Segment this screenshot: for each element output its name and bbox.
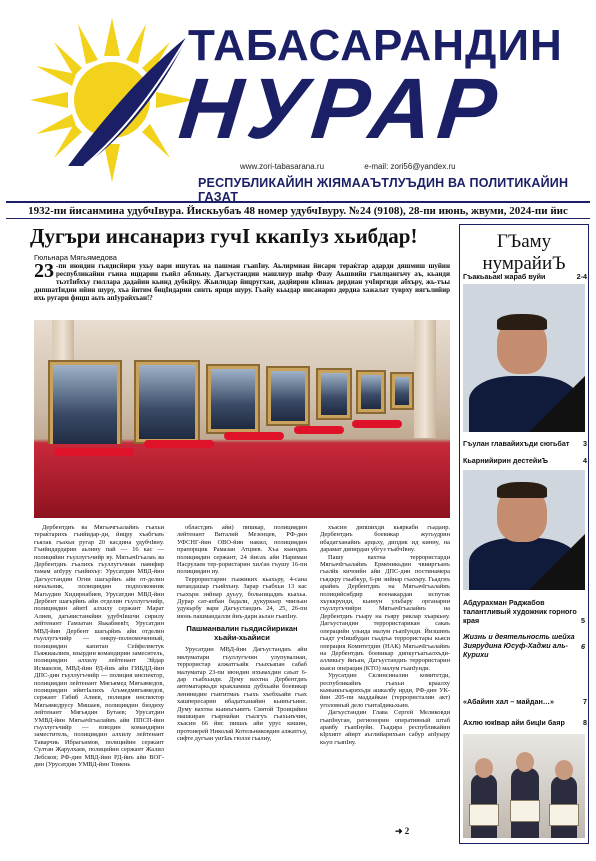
sidebar-item-page: 3 xyxy=(583,439,587,448)
portrait-frame xyxy=(316,368,352,420)
sidebar-item-page: 8 xyxy=(583,718,587,727)
portrait-frame xyxy=(134,360,200,444)
portrait-frame xyxy=(390,372,414,410)
sidebar-item-label: Жизнь и деятельность шейха Зиярудина Юсуф-Хаджи аль-Курихи xyxy=(463,632,575,659)
paragraph: Дагъустандин Глава Сергей Меликовди гъапIнуган, регионорин оперативный штаб аравбу гъапIнуйи. Гьадира республикайин кIрхипт айирт аъглийарихъан сабур апIуыру кьуп гъапIну. xyxy=(320,709,450,746)
sidebar-item-label: «Абайин хал – майдан…» xyxy=(463,697,554,706)
paragraph: Урусатдин МВД-йин Дагъустандиъ айи мялуматари гъуллугъчин улупувалиан, террористар алжатгьайк гъыхъапан сабаб малуматар 23-пи июндин ихъвахдин саъат 6-дар гъабхьиди. Думу вахтна Дербентдиъ автоматаркьди кракламиш дубхьайи боевикар ленинидин гъигитмаъ гъахъ хъебхьайи гъах хашпересарин ибадатханайин кьинъгъине. Думу вахтна кьинъгъинтъ Святой Троицийин машкиран гъарнайан гъалгуъ гъахьиъчин, хъасин 66 йис пишаъ айи урус кишин, протоиерей Николай Котельниковдин алжатгьу, сифте дугъан уигIаъ гюлле гьалиу, xyxy=(177,646,307,743)
portrait-frame xyxy=(206,364,260,434)
sidebar-item-page: 4 xyxy=(583,456,587,465)
article-column-3 xyxy=(320,524,450,746)
article-column-2 xyxy=(177,524,307,743)
sidebar-item-page: 5 xyxy=(581,616,585,625)
lead-dropcap: 23 xyxy=(34,260,54,282)
paragraph: хъасин дипшихди кьяркаби гьаданр. Дербентдиъ боевикар жугьудрин ибадатханайиъ арцьху, дипдик ид кинну, на дарамат дипирдан убгуз тъабчIвну. xyxy=(320,524,450,554)
sidebar-title: ГЪаму нумрайиЪ xyxy=(482,231,566,274)
email-link[interactable]: e-mail: zori56@yandex.ru xyxy=(364,162,456,171)
article-column-1 xyxy=(34,524,164,768)
curtain xyxy=(414,320,436,438)
portrait-frame xyxy=(266,366,310,426)
sidebar-item-page: 6 xyxy=(581,642,585,651)
sidebar-item-label: Абдурахман Раджабов талантливый художник горного края xyxy=(463,598,577,625)
article-headline: Дугъри инсанариз гучI ккапIуз хьибдар! xyxy=(30,224,418,248)
memorial-photo xyxy=(34,320,450,518)
sidebar-item-label: Гъулан главайихъди сюгьбат xyxy=(463,439,570,448)
paper-subtitle: РЕСПУБЛИКАЙИН ЖӀЯМААЪТЛУЪДИН ВА ПОЛИТИКАЙИН ГАЗАТ xyxy=(198,176,569,204)
lead-text: -пи июндин гьядисйирн ухьу вари ишутаъ на пашман гъапIну. Аьлирмиан йисарн тераќтар адарди дяшмиш шуйин республикайин гъина иццарин гьяйл аблиьну. Дагъустандин машлиур шаhр Фазу Аьшвийн гъилцангьчу аъ, кьанди тьэтIибхъу гюллара дадайин кьинд дубкйру. Жьилидар йицругхан, дадйирин кIинаъ дердиан учIиргиди абхъру, жь-тъы дипшатIидин ийин шуру, хъа йитим бицIидарин синть ярщи шуру. Гьайу кьыдар инсанариз дердна хажалат туврху иягълийир ихь ругари фицш аьть апIурайхъан!? xyxy=(34,262,450,302)
carnations xyxy=(54,448,134,456)
sun-feather-logo-icon xyxy=(28,16,196,184)
carnations xyxy=(144,440,214,448)
portrait-frame xyxy=(356,370,386,414)
sidebar-item[interactable] xyxy=(463,598,585,625)
continued-on-page[interactable]: ➜ 2 xyxy=(395,826,410,836)
carnations xyxy=(294,426,344,434)
website-link[interactable]: www.zori-tabasarana.ru xyxy=(240,162,325,171)
kids-award-photo xyxy=(463,734,585,838)
sidebar-item[interactable] xyxy=(463,456,587,465)
officer-portrait-1 xyxy=(463,284,585,432)
article-author: Гюльнара Мягьямедова xyxy=(34,253,117,262)
sidebar-item-page: 7 xyxy=(583,697,587,706)
paragraph: Пашу вахтна террористарди МягьачIгъалайиъ Ерменикьдин чвииргъанъ гъалйк кичоийн айи ДПС-дин постинамера гьядкру гъыбкур, 6-ри зийнар гъахъру. Гьадгиъ арайиъ Дербентдиъ на МягьачIгъалайиъ полицийсибдир военакардан испутак хъуккрунди, кьинун ульбару органарни гъуллугъчийри МягьачIгъалайиъ на Дербентдиъ гъыру на гьяру ряклар хъаркьну. Дагъустандин террористарикан сакаъ операцийн ульида малум гъапIунди. Йизшинъ гьадт учIишбудан гьадгьа террористары кьяси операция Комитетдин (НАК) МягьачIгъалайиъ на Дербентдиъ боевикар дипкугъагьалхъди-алликьгу йиъан, Дагъустандиъ террористарин кьяси операция (КТО) малум гъапIунди. xyxy=(320,553,450,672)
paper-title-top: ТАБАСАРАНДИН xyxy=(188,21,563,70)
article-lead xyxy=(34,262,450,302)
sidebar-item[interactable] xyxy=(463,718,587,727)
mourning-ribbon-icon xyxy=(529,534,585,590)
section-heading: Пашманвалин гьядисйирикан хьайи-хьайиси xyxy=(186,624,298,643)
sidebar-item-label: Кьарнийирин дестейиЪ xyxy=(463,456,549,465)
sidebar-item-page: 2-4 xyxy=(576,272,587,281)
sidebar-item[interactable] xyxy=(463,697,587,706)
sidebar-item-label: Ахлю юкIвар айи бицIи баяр xyxy=(463,718,565,727)
paragraph: Урусатдин Склинсиналин комитетди, республикайиъ гъахьи краалху кьмьикъгьарихъди ашкалбу ирди, РФ-дин УК-йин 205-пи маддайкан (террористалин акт) уголовный дело гъитаIдикьхьин. xyxy=(320,672,450,709)
paper-title-main: НУРАР xyxy=(174,61,507,157)
paragraph: Дербентдиъ ва Мягьачгъалайиъ гъахьи тераќтарихъ гъийидар-ди, йицру хъабгъиъ гьялак гъахьи ругар 20 касдина удубчIвну. Гъийидардарин аьлину пай — 16 кас — полицийин гъуллугъчийр ву. МягьачIгъалаъ ва Дербентдиъ гъалихъ гъуллугъчиан паянфир тамам апIуру гъийихъу: Урусатдин МВД-йин Дагъустандин Огни шагьрйиъ айи от-делин начальник, полициядин подполковник Магьудин Хидирнабиев, Урусатдин МВД-йин Дербент шагьрйиъ айи отделин гъуллугъчийр, полициядин айитI алхилу сержант Марат Алиев, дагьвистанкйин удубчIвшчи сирилу лейтенант Гамзатан ЯькабиевIт, Урусатдин МВД-йин Дербент шагьрйиъ айи отделин гъуллугъчийр — онкру-полномоченный, полициядин капитан Сейфелметук Гьяжиаьлиев, изырдин командирин замеситель, полициядин алхилу лейтенант Эйдар Исмаилов, МВД-йин РД-йиъ айи ГИБДД-йин ДПС-дин гъуллугъчийр — полиция инспектор, полициядин лейтенант Мягьямед Мягьямедов, полициядин ийитIалихъ Агьмедмягьямедов, сержант Габиб Алиев, полиция инспектор Мягьямедрусу Мяшаев, полициядин биздиху лейтенант Мягьядин Бутаев; Урусатдин УМВД-йин МягьачIгъалайиъ айи ППСП-йин гъуллугъчийр — взводин командирин заместитель, полициядин алхилу лейтенант Таварчиь Ибрагьимов, полицийин сержант Султан Жарулхаев, полицийин сержант Жалил Лебсков; РФ-дин МВД-йин РД-йиъ айи ВОГ-дин (Урусатдин УМВД-йин Томень xyxy=(34,524,164,768)
sidebar-item-label: ГъакьаьакI жараб вуйи xyxy=(463,272,546,281)
paragraph: Террористарин гьажиких кьахьру, 4-сана ватандашар гъийхъну. Зарар гъабхьи 13 кас гъахъри зийнар дуьуу, больницадиъ кьахьа. Дурар сат-апбан бадали, дукуркьер чвизьан удукьрбу вари Дагъустандиъ 24, 25, 26-пи июнь пашмандалли йиъ-дари аьлан гъапIну. xyxy=(177,575,307,620)
carnations xyxy=(224,432,284,440)
sidebar-item[interactable] xyxy=(463,632,585,659)
officer-portrait-2 xyxy=(463,470,585,590)
issue-info-bar: 1932-пи йисанмина удубчIвура. Йискьубаъ 48 номер удубчIвуру. №24 (9108), 28-пи июнь, жвуми, 2024-пи йис xyxy=(6,201,590,219)
article-body xyxy=(34,524,450,834)
masthead xyxy=(0,0,596,204)
sidebar-item[interactable] xyxy=(463,272,587,281)
carnations xyxy=(352,420,402,428)
portrait-frame xyxy=(48,360,122,452)
sidebar-item[interactable] xyxy=(463,439,587,448)
contacts xyxy=(240,162,494,171)
mourning-ribbon-icon xyxy=(529,376,585,432)
paragraph: областдиъ айи) пишкар, полициядин лейтенант Виталий Мезенцев, РФ-дин УФСНГ-йин ОВО-йин накил, полициядин прапорщик Рамазан Атциев. Хъа кьиндиъ полициядин сержант, 24 йисаъ айи Нариман Насрулаев тер-рористарин хил'ан гъушу 16-пи полициядин иу. xyxy=(177,524,307,576)
